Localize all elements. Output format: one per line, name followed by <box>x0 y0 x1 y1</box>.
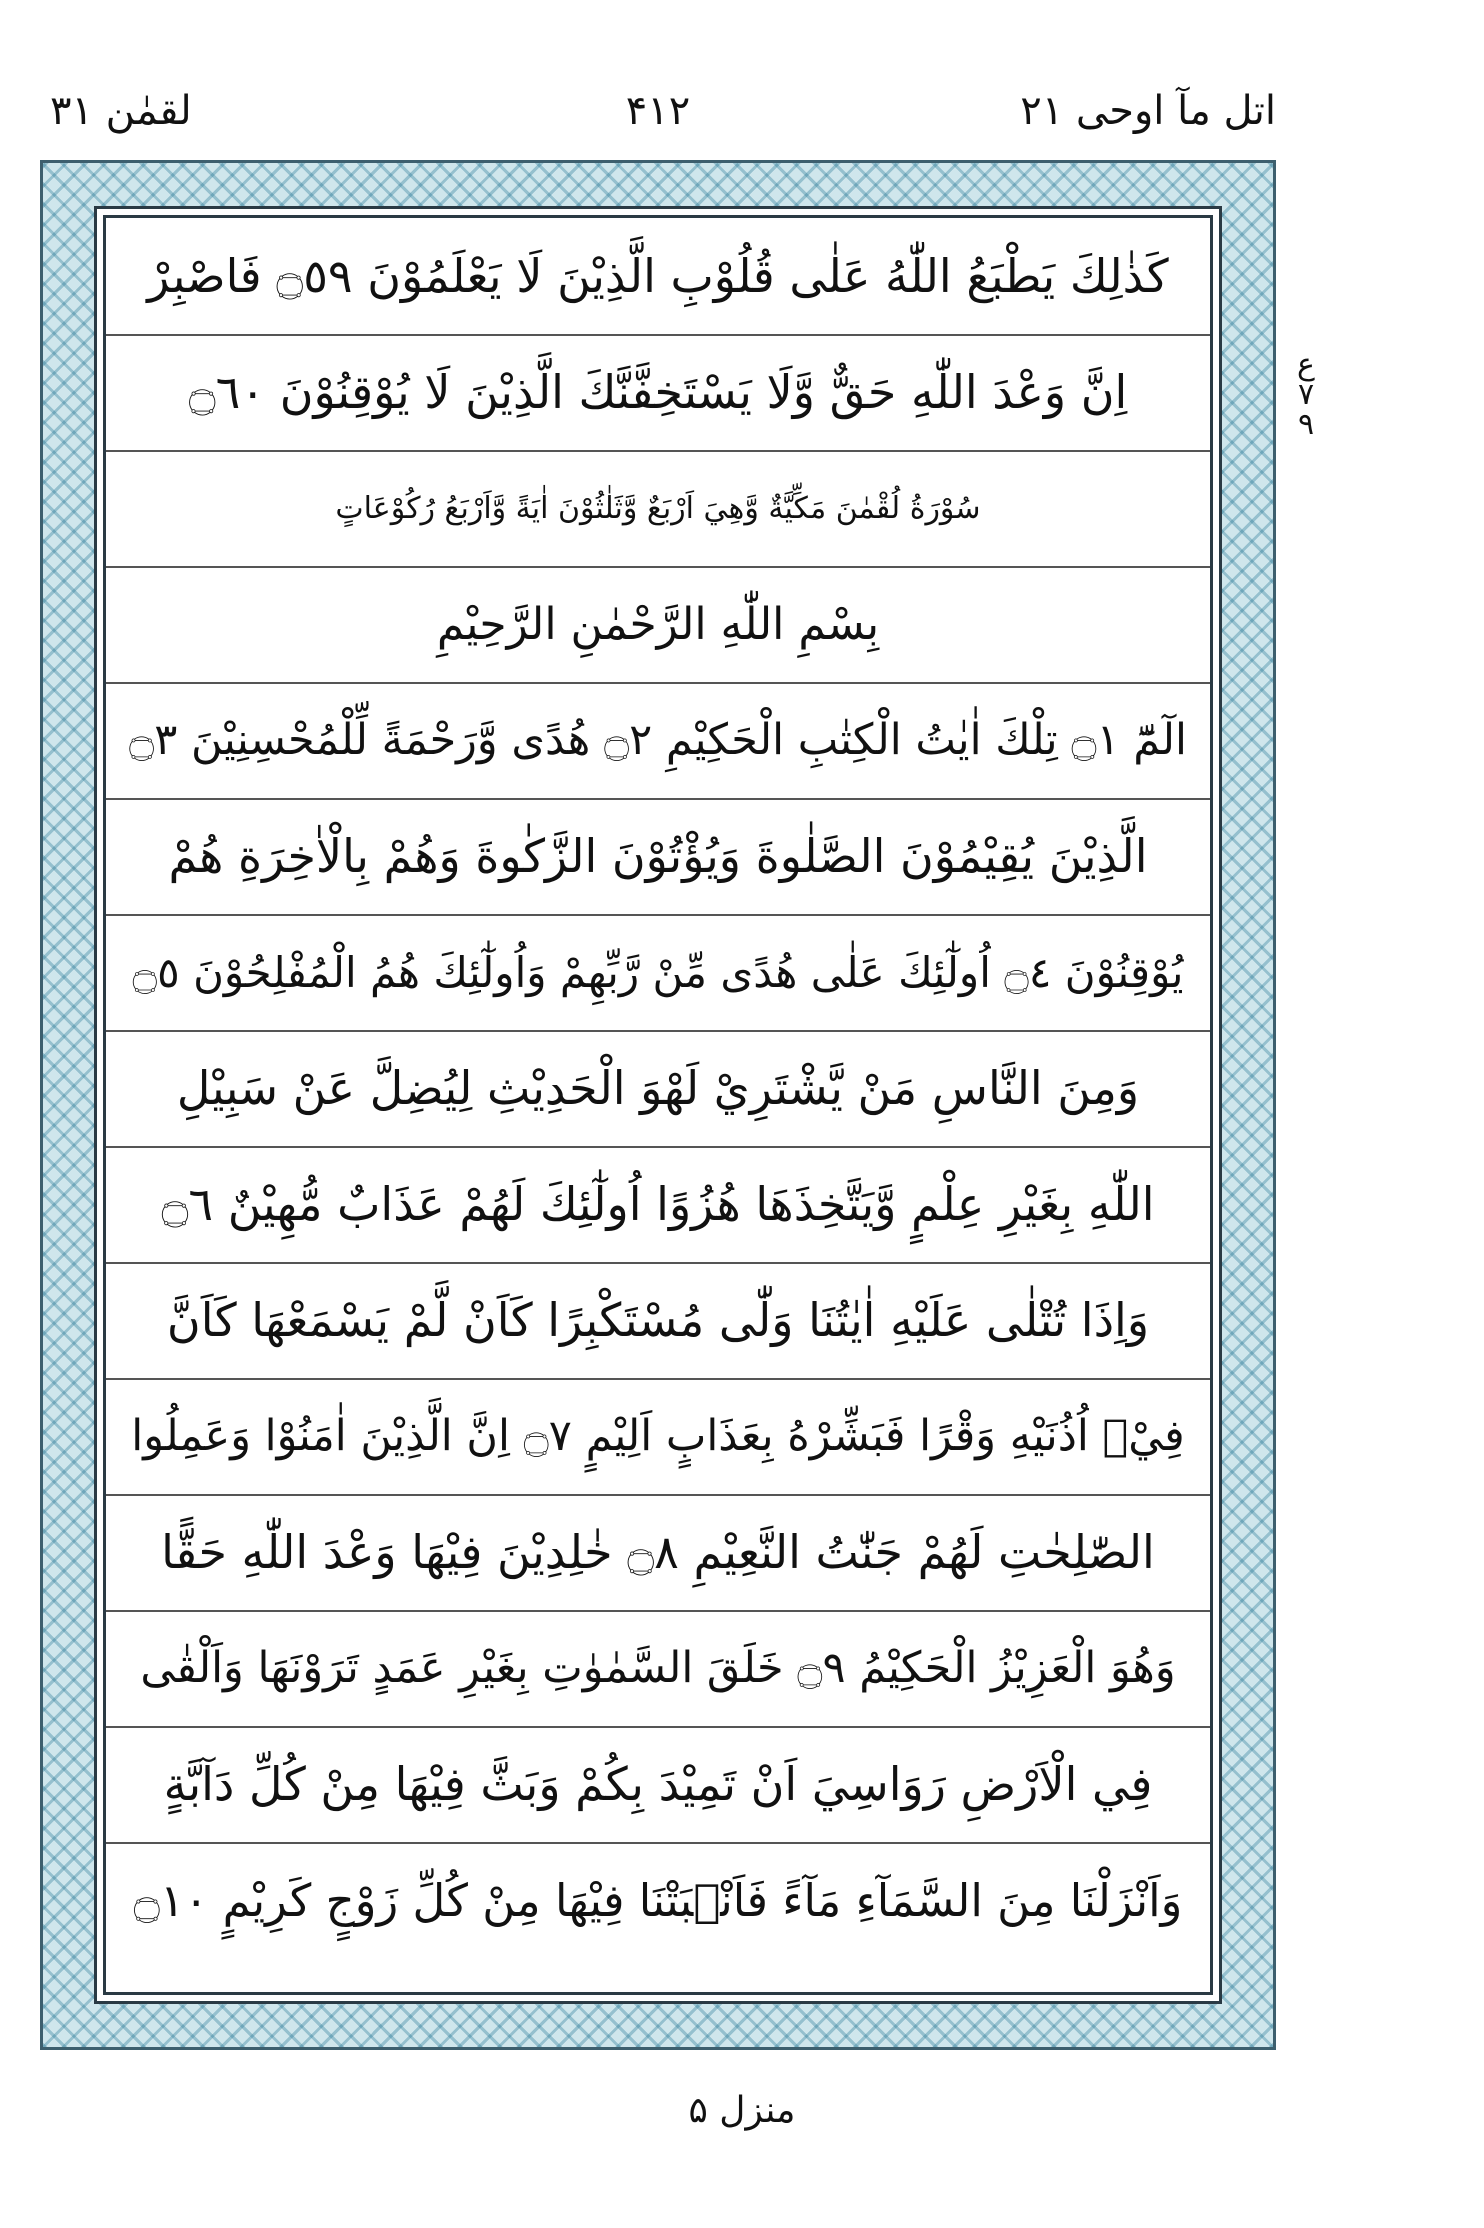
text-panel <box>103 215 1213 1995</box>
verse-line <box>106 1842 1210 1958</box>
verse-text: وَاِذَا تُتْلٰى عَلَيْهِ اٰيٰتُنَا وَلّٰى مُسْتَكْبِرًا كَاَنْ لَّمْ يَسْمَعْهَا كَاَنَّ <box>166 1293 1150 1347</box>
verse-line <box>106 1726 1210 1844</box>
verse-line <box>106 1146 1210 1264</box>
verse-line <box>106 1030 1210 1148</box>
verse-text: يُوْقِنُوْنَ ۝٤ اُولٰٓئِكَ عَلٰى هُدًى مِّنْ رَّبِّهِمْ وَاُولٰٓئِكَ هُمُ الْمُفْلِحُوْنَ ۝٥ <box>132 947 1184 997</box>
verse-line <box>106 1494 1210 1612</box>
verse-text: الٓمّٓ ۝١ تِلْكَ اٰيٰتُ الْكِتٰبِ الْحَكِيْمِ ۝٢ هُدًى وَّرَحْمَةً لِّلْمُحْسِنِيْنَ ۝٣ <box>129 715 1187 765</box>
verse-text: وَاَنْزَلْنَا مِنَ السَّمَآءِ مَآءً فَاَنْۢبَتْنَا فِيْهَا مِنْ كُلِّ زَوْجٍ كَرِيْمٍ ۝١٠ <box>133 1873 1183 1927</box>
page-number: ۴۱۲ <box>625 88 691 134</box>
para-name: اتل مآ اوحی ۲۱ <box>1020 88 1276 134</box>
verse-text: فِيْۤ اُذُنَيْهِ وَقْرًا فَبَشِّرْهُ بِعَذَابٍ اَلِيْمٍ ۝٧ اِنَّ الَّذِيْنَ اٰمَنُوْا وَعَمِلُوا <box>131 1411 1185 1461</box>
verse-text: اللّٰهِ بِغَيْرِ عِلْمٍ وَّيَتَّخِذَهَا هُزُوًا اُولٰٓئِكَ لَهُمْ عَذَابٌ مُّهِيْنٌ ۝٦ <box>161 1177 1155 1231</box>
verse-line <box>106 218 1210 336</box>
verse-line <box>106 1262 1210 1380</box>
bismillah-line <box>106 566 1210 684</box>
verse-line <box>106 914 1210 1032</box>
page-header <box>40 88 1276 158</box>
bismillah-text: بِسْمِ اللّٰهِ الرَّحْمٰنِ الرَّحِيْمِ <box>436 598 880 650</box>
surah-name: لقمٰن ۳۱ <box>50 88 192 134</box>
verse-text: كَذٰلِكَ يَطْبَعُ اللّٰهُ عَلٰى قُلُوْبِ الَّذِيْنَ لَا يَعْلَمُوْنَ ۝٥٩ فَاصْبِرْ <box>147 249 1169 303</box>
verse-text: الَّذِيْنَ يُقِيْمُوْنَ الصَّلٰوةَ وَيُؤْتُوْنَ الزَّكٰوةَ وَهُمْ بِالْاٰخِرَةِ هُمْ <box>168 829 1148 883</box>
verse-text: الصّٰلِحٰتِ لَهُمْ جَنّٰتُ النَّعِيْمِ ۝٨ خٰلِدِيْنَ فِيْهَا وَعْدَ اللّٰهِ حَقًّا <box>161 1525 1155 1579</box>
verse-line <box>106 1610 1210 1728</box>
verse-text: وَهُوَ الْعَزِيْزُ الْحَكِيْمُ ۝٩ خَلَقَ السَّمٰوٰتِ بِغَيْرِ عَمَدٍ تَرَوْنَهَا وَاَلْقٰى <box>140 1643 1176 1693</box>
verse-line <box>106 1378 1210 1496</box>
verse-line <box>106 798 1210 916</box>
verse-line <box>106 682 1210 800</box>
surah-heading-text: سُوْرَةُ لُقْمٰنَ مَكِّيَّةٌ وَّهِيَ اَرْبَعٌ وَّثَلٰثُوْنَ اٰيَةً وَّاَرْبَعُ رُكُوْعَاتٍ <box>335 490 981 526</box>
verse-line <box>106 334 1210 452</box>
surah-heading <box>106 450 1210 568</box>
ruku-marker: ع ۷ ۹ <box>1297 347 1315 442</box>
verse-text: اِنَّ وَعْدَ اللّٰهِ حَقٌّ وَّلَا يَسْتَخِفَّنَّكَ الَّذِيْنَ لَا يُوْقِنُوْنَ ۝٦٠ <box>188 365 1128 419</box>
verse-text: وَمِنَ النَّاسِ مَنْ يَّشْتَرِيْ لَهْوَ الْحَدِيْثِ لِيُضِلَّ عَنْ سَبِيْلِ <box>176 1061 1140 1115</box>
manzil-footer: منزل ۵ <box>688 2090 796 2131</box>
ornamental-border <box>40 160 1276 2050</box>
verse-text: فِي الْاَرْضِ رَوَاسِيَ اَنْ تَمِيْدَ بِكُمْ وَبَثَّ فِيْهَا مِنْ كُلِّ دَآبَّةٍ <box>163 1757 1153 1811</box>
